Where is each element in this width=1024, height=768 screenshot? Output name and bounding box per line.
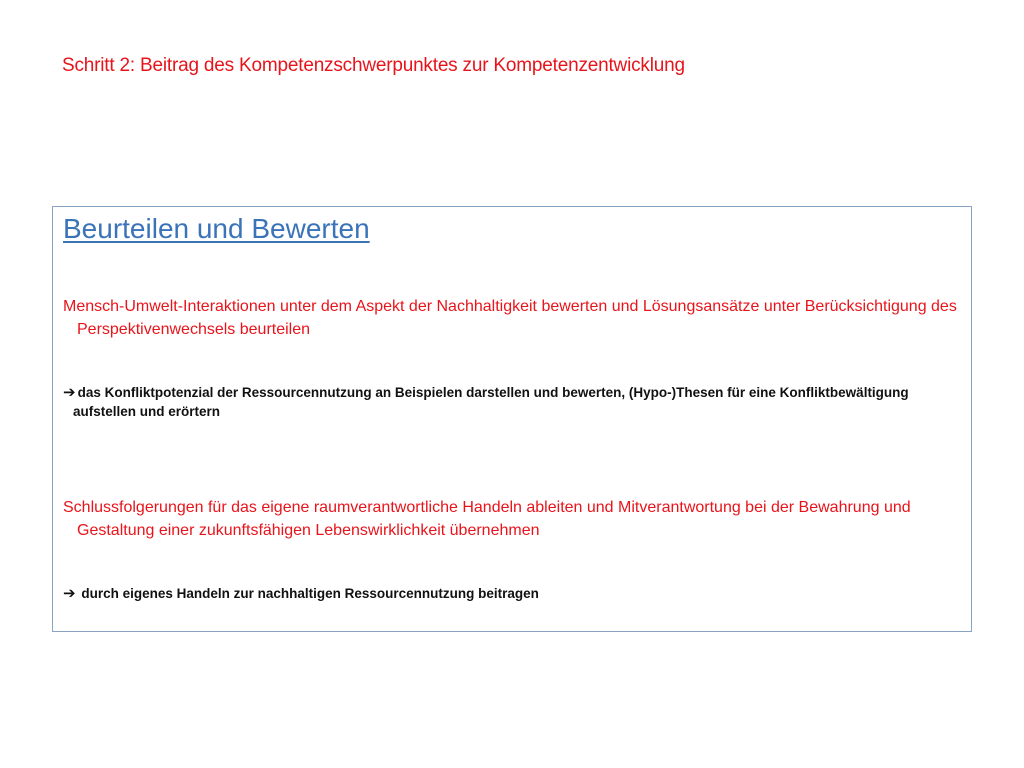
competence-box bbox=[52, 206, 972, 632]
competence-detail-1-text: das Konfliktpotenzial der Ressourcennutzung an Beispielen darstellen und bewerten, (Hypo-)Thesen für eine Konfliktbewältigung aufstellen und erörtern bbox=[73, 385, 909, 419]
arrow-right-icon: ➔ bbox=[63, 585, 76, 602]
competence-statement-1: Mensch-Umwelt-Interaktionen unter dem Aspekt der Nachhaltigkeit bewerten und Lösungsansätze unter Berücksichtigung des Perspektivenwechsels beurteilen bbox=[63, 298, 957, 338]
competence-area-heading: Beurteilen und Bewerten bbox=[63, 213, 370, 244]
competence-statement-2: Schlussfolgerungen für das eigene raumverantwortliche Handeln ableiten und Mitverantwortung bei der Bewahrung und Gestaltung einer zukunftsfähigen Lebenswirklichkeit übernehmen bbox=[63, 499, 911, 539]
competence-detail-1 bbox=[63, 383, 953, 421]
arrow-right-icon: ➔ bbox=[63, 384, 76, 401]
slide-title: Schritt 2: Beitrag des Kompetenzschwerpunktes zur Kompetenzentwicklung bbox=[62, 55, 685, 76]
competence-detail-2 bbox=[63, 584, 953, 603]
competence-detail-2-text: durch eigenes Handeln zur nachhaltigen Ressourcennutzung beitragen bbox=[81, 586, 539, 601]
